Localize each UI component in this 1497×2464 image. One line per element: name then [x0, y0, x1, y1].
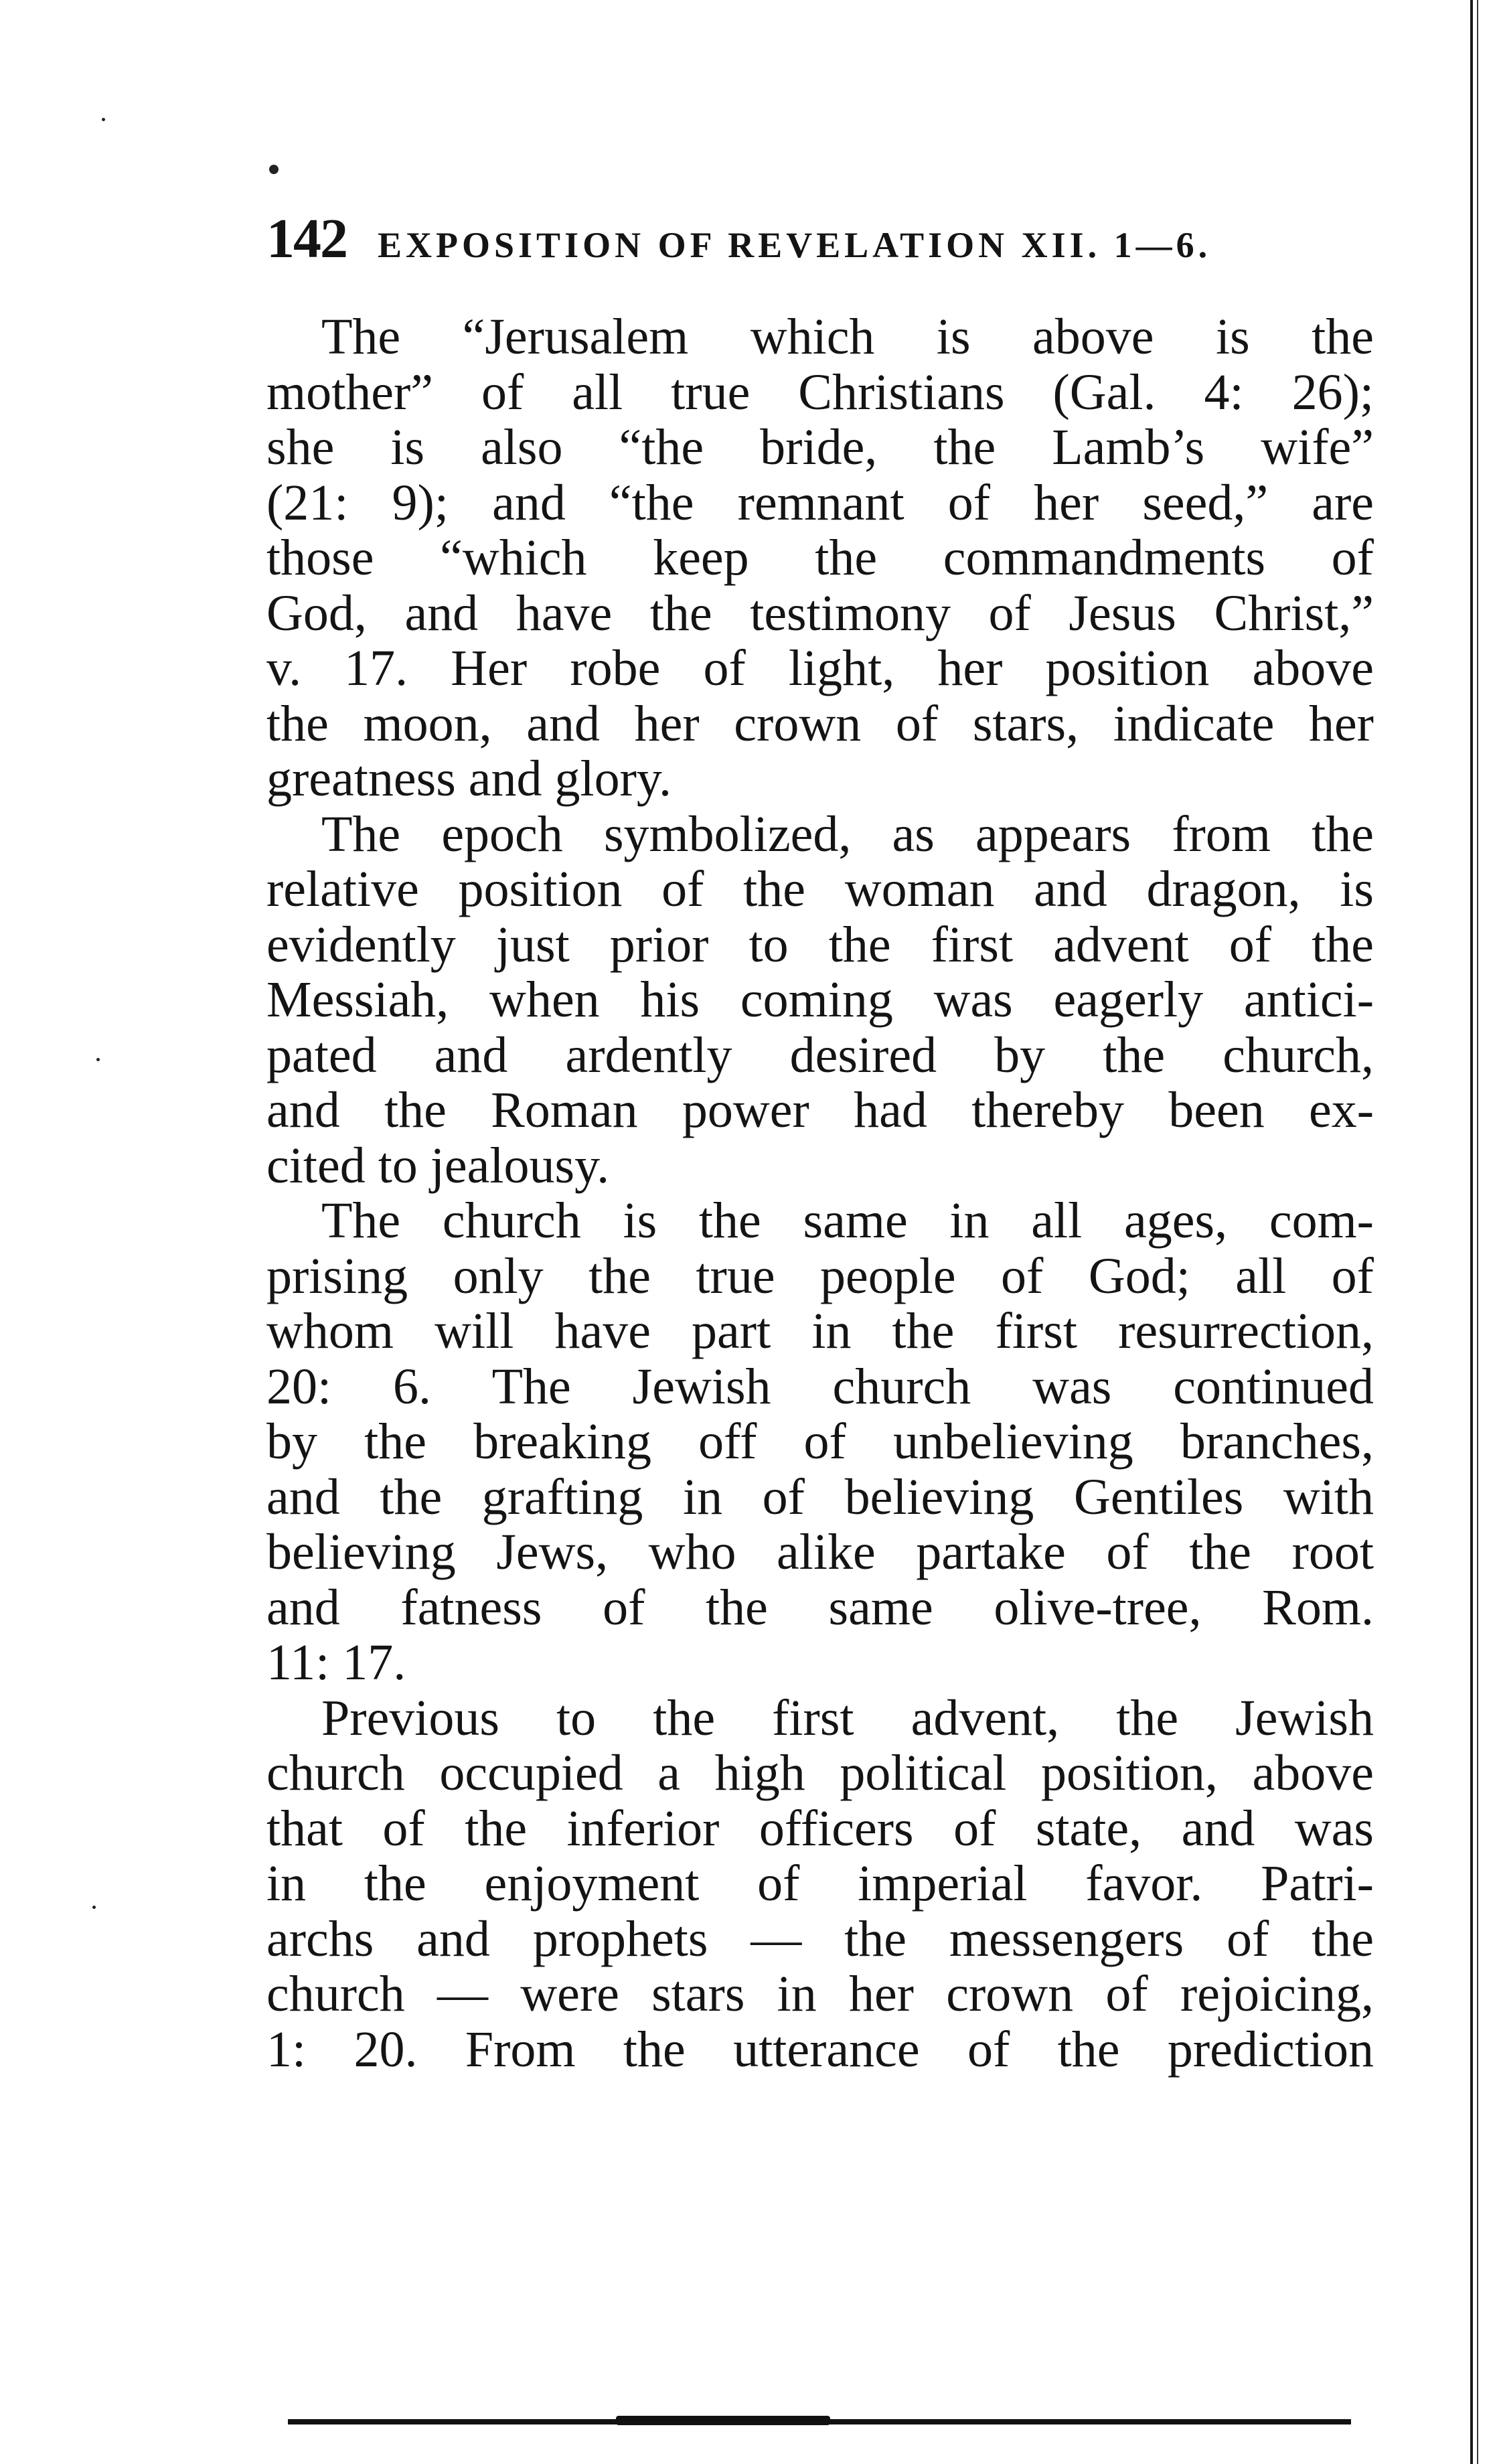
- scan-speck: [269, 165, 279, 174]
- text-line: Messiah, when his coming was eagerly antici-: [266, 972, 1374, 1028]
- text-line: 1: 20. From the utterance of the prediction: [266, 2021, 1374, 2078]
- text-line: 11: 17.: [266, 1634, 406, 1691]
- page-edge-rule-inner: [1477, 0, 1478, 2464]
- text-line: that of the inferior officers of state, and was: [266, 1800, 1374, 1857]
- paragraph-first-line: The church is the same in all ages, com-: [321, 1192, 1374, 1249]
- text-line: pated and ardently desired by the church,: [266, 1026, 1374, 1083]
- text-line: and the Roman power had thereby been ex-: [266, 1082, 1374, 1138]
- text-line: archs and prophets — the messengers of the: [266, 1910, 1374, 1967]
- text-line: in the enjoyment of imperial favor. Patri-: [266, 1855, 1374, 1912]
- text-line: whom will have part in the first resurrection,: [266, 1303, 1374, 1359]
- paragraph-first-line: The epoch symbolized, as appears from the: [321, 805, 1374, 862]
- page-number: 142: [266, 208, 347, 270]
- text-line: 20: 6. The Jewish church was continued: [266, 1358, 1374, 1415]
- text-line: greatness and glory.: [266, 751, 672, 807]
- running-title: EXPOSITION OF REVELATION XII. 1—6.: [378, 225, 1212, 265]
- text-line: she is also “the bride, the Lamb’s wife”: [266, 419, 1374, 475]
- scan-speck: [96, 1058, 100, 1061]
- text-line: church — were stars in her crown of rejoicing,: [266, 1966, 1374, 2022]
- bottom-rule-mark: [616, 2416, 830, 2425]
- body-text: [266, 309, 1374, 2077]
- text-line: the moon, and her crown of stars, indicate her: [266, 695, 1374, 752]
- text-line: mother” of all true Christians (Gal. 4: 26);: [266, 364, 1374, 420]
- page-edge-rule: [1470, 0, 1473, 2464]
- text-line: relative position of the woman and dragon, is: [266, 861, 1374, 917]
- text-line: believing Jews, who alike partake of the root: [266, 1524, 1374, 1580]
- running-head: [266, 209, 1351, 269]
- text-line: v. 17. Her robe of light, her position above: [266, 640, 1374, 696]
- text-line: prising only the true people of God; all of: [266, 1247, 1374, 1304]
- text-line: those “which keep the commandments of: [266, 530, 1374, 586]
- paragraph-first-line: Previous to the first advent, the Jewish: [321, 1689, 1374, 1746]
- text-line: church occupied a high political position, above: [266, 1745, 1374, 1801]
- text-line: (21: 9); and “the remnant of her seed,” are: [266, 474, 1374, 531]
- text-line: God, and have the testimony of Jesus Christ,”: [266, 585, 1374, 641]
- text-line: and the grafting in of believing Gentiles with: [266, 1468, 1374, 1525]
- paragraph-first-line: The “Jerusalem which is above is the: [321, 309, 1374, 365]
- scan-speck: [102, 118, 105, 121]
- text-line: evidently just prior to the first advent of the: [266, 916, 1374, 973]
- scan-speck: [92, 1906, 96, 1909]
- text-line: cited to jealousy.: [266, 1137, 610, 1194]
- text-line: and fatness of the same olive-tree, Rom.: [266, 1579, 1374, 1636]
- text-line: by the breaking off of unbelieving branches,: [266, 1413, 1374, 1470]
